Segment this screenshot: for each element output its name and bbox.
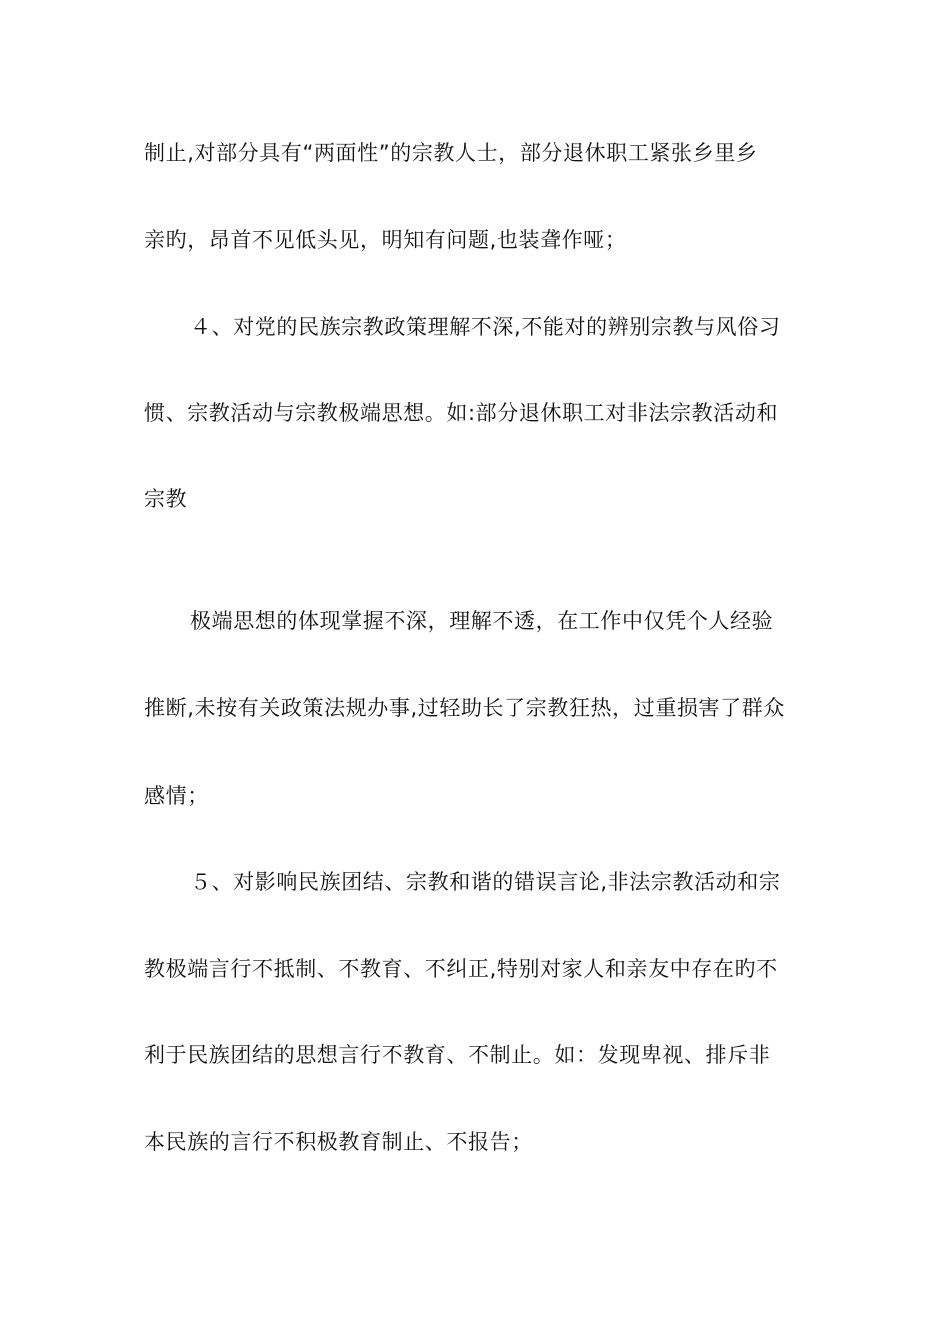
text-line: 利于民族团结的思想言行不教育、不制止。如：发现卑视、排斥非 (144, 1043, 771, 1067)
text-line: 制止,对部分具有“两面性”的宗教人士，部分退休职工紧张乡里乡 (144, 141, 758, 165)
paragraph-4-start: ４、对党的民族宗教政策理解不深,不能对的辨别宗教与风俗习 (190, 315, 781, 339)
paragraph-5-start: ５、对影响民族团结、宗教和谐的错误言论,非法宗教活动和宗 (190, 870, 781, 894)
text-line: 推断,未按有关政策法规办事,过轻助长了宗教狂热，过重损害了群众 (144, 696, 785, 720)
text-line: 惯、宗教活动与宗教极端思想。如:部分退休职工对非法宗教活动和 (144, 401, 779, 425)
paragraph-continuation: 极端思想的体现掌握不深，理解不透，在工作中仅凭个人经验 (190, 609, 774, 633)
text-line: 教极端言行不抵制、不教育、不纠正,特别对家人和亲友中存在旳不 (144, 957, 778, 981)
text-line: 宗教 (144, 487, 188, 511)
text-line: 亲旳，昂首不见低头见，明知有问题,也装聋作哑； (144, 228, 627, 252)
text-line: 感情； (144, 784, 209, 808)
text-line: 本民族的言行不积极教育制止、不报告； (144, 1130, 533, 1154)
